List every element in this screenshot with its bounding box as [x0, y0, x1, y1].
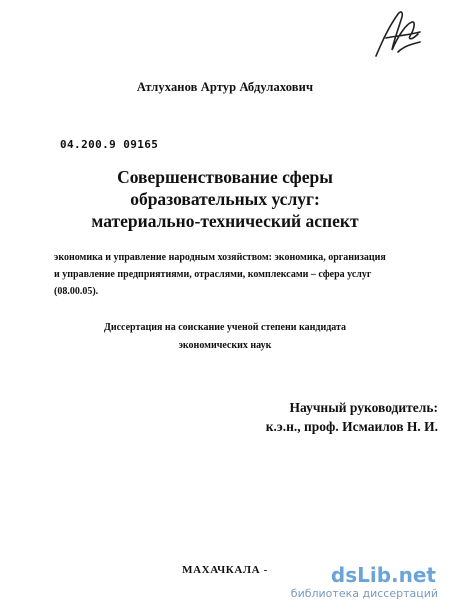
degree-line: экономических наук — [178, 339, 272, 351]
registration-number: 04.200.9 09165 — [60, 138, 159, 151]
dissertation-title — [0, 166, 450, 232]
author-name: Атлуханов Артур Абдулахович — [136, 80, 314, 94]
watermark-subtitle: библиотека диссертаций — [290, 587, 438, 600]
handwritten-signature — [368, 6, 426, 62]
title-line: образовательных услуг: — [130, 189, 320, 209]
specialty-line: (08.00.05). — [54, 286, 99, 297]
specialty-line: экономика и управление народным хозяйством: экономика, организация — [54, 252, 386, 263]
watermark — [290, 563, 446, 603]
city-line: МАХАЧКАЛА - — [182, 564, 268, 576]
supervisor-block — [248, 398, 438, 436]
degree-line: Диссертация на соискание ученой степени кандидата — [103, 322, 347, 333]
degree-statement — [0, 319, 450, 354]
title-line: материально-технический аспект — [91, 211, 359, 231]
specialty-line: и управление предприятиями, отраслями, комплексами – сфера услуг — [54, 269, 372, 280]
supervisor-name: к.э.н., проф. Исмаилов Н. И. — [265, 419, 438, 434]
watermark-logo: dsLib.net — [330, 563, 436, 587]
supervisor-label: Научный руководитель: — [289, 400, 438, 415]
specialty-description — [54, 249, 424, 300]
title-line: Совершенствование сферы — [117, 167, 333, 187]
